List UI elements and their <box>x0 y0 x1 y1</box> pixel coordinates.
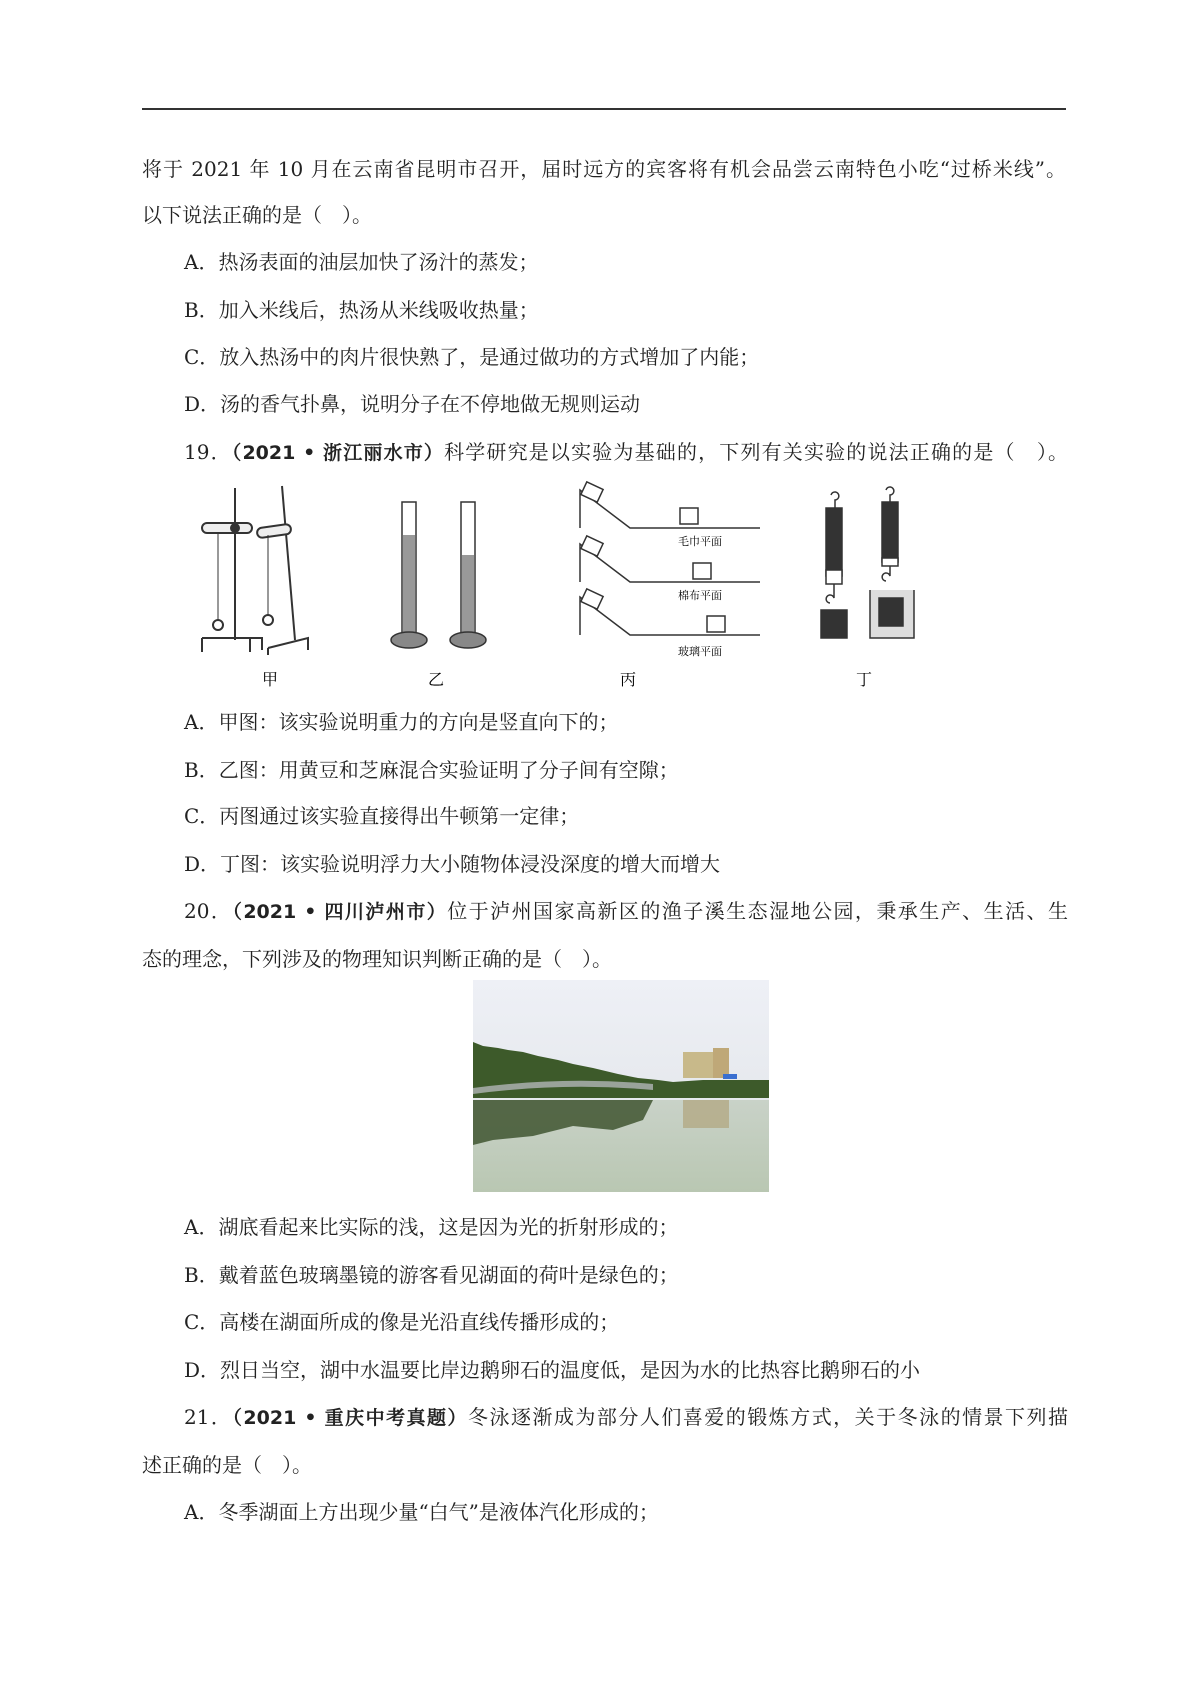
q20-number: 20． <box>184 899 233 923</box>
q21-stem-line-2: 述正确的是（ ）。 <box>142 1453 312 1477</box>
q19-option-d: D．丁图：该实验说明浮力大小随物体浸没深度的增大而增大 <box>184 852 721 876</box>
pendulum-stand-figure <box>202 486 308 655</box>
q20-option-a: A．湖底看起来比实际的浅，这是因为光的折射形成的； <box>184 1215 679 1239</box>
q19-number: 19． <box>184 440 232 464</box>
q20-option-b: B．戴着蓝色玻璃墨镜的游客看见湖面的荷叶是绿色的； <box>184 1263 679 1287</box>
q20-stem-text: 位于泸州国家高新区的渔子溪生态湿地公园，秉承生产、生活、生 <box>447 899 1069 923</box>
q19-stem <box>184 439 1068 466</box>
intro-line-2: 以下说法正确的是（ ）。 <box>142 203 372 227</box>
intro-option-b: B．加入米线后，热汤从米线吸收热量； <box>184 298 539 322</box>
q21-stem-line-1 <box>184 1404 1068 1431</box>
surface-label-towel: 毛巾平面 <box>678 535 722 548</box>
intro-line-1: 将于 2021 年 10 月在云南省昆明市召开，届时远方的宾客将有机会品尝云南特色小吃“过桥米线”。 <box>142 157 1066 181</box>
spring-scale-figure <box>821 487 914 638</box>
figure-label-yi: 乙 <box>428 670 445 689</box>
measuring-cylinders-figure <box>391 502 486 648</box>
q21-stem-text: 冬泳逐渐成为部分人们喜爱的锻炼方式，关于冬泳的情景下列描 <box>468 1405 1069 1429</box>
q21-number: 21． <box>184 1405 233 1429</box>
inclined-plane-figure <box>580 482 760 635</box>
intro-option-d: D．汤的香气扑鼻，说明分子在不停地做无规则运动 <box>184 392 641 416</box>
figure-label-ding: 丁 <box>856 670 873 689</box>
q20-stem-line-2: 态的理念，下列涉及的物理知识判断正确的是（ ）。 <box>142 947 612 971</box>
q19-source: （2021 • 浙江丽水市） <box>231 442 445 464</box>
q19-experiment-figure <box>180 480 950 700</box>
q19-option-a: A．甲图：该实验说明重力的方向是竖直向下的； <box>184 710 619 734</box>
header-rule <box>142 108 1066 110</box>
q19-option-b: B．乙图：用黄豆和芝麻混合实验证明了分子间有空隙； <box>184 758 679 782</box>
q19-option-c: C．丙图通过该实验直接得出牛顿第一定律； <box>184 804 580 828</box>
surface-label-glass: 玻璃平面 <box>678 645 722 658</box>
q21-source: （2021 • 重庆中考真题） <box>232 1407 468 1429</box>
q20-stem-line-1 <box>184 898 1068 925</box>
intro-option-c: C．放入热汤中的肉片很快熟了，是通过做功的方式增加了内能； <box>184 345 760 369</box>
figure-label-bing: 丙 <box>620 670 637 689</box>
intro-option-a: A．热汤表面的油层加快了汤汁的蒸发； <box>184 250 539 274</box>
wetland-park-photo <box>473 980 769 1192</box>
q20-option-d: D．烈日当空，湖中水温要比岸边鹅卵石的温度低，是因为水的比热容比鹅卵石的小 <box>184 1358 921 1382</box>
figure-label-jia: 甲 <box>262 670 279 689</box>
q19-stem-text: 科学研究是以实验为基础的，下列有关实验的说法正确的是（ ）。 <box>444 440 1068 464</box>
q21-option-a: A．冬季湖面上方出现少量“白气”是液体汽化形成的； <box>184 1500 659 1524</box>
surface-label-cotton: 棉布平面 <box>678 589 722 602</box>
q20-source: （2021 • 四川泸州市） <box>232 901 448 923</box>
q20-option-c: C．高楼在湖面所成的像是光沿直线传播形成的； <box>184 1310 620 1334</box>
